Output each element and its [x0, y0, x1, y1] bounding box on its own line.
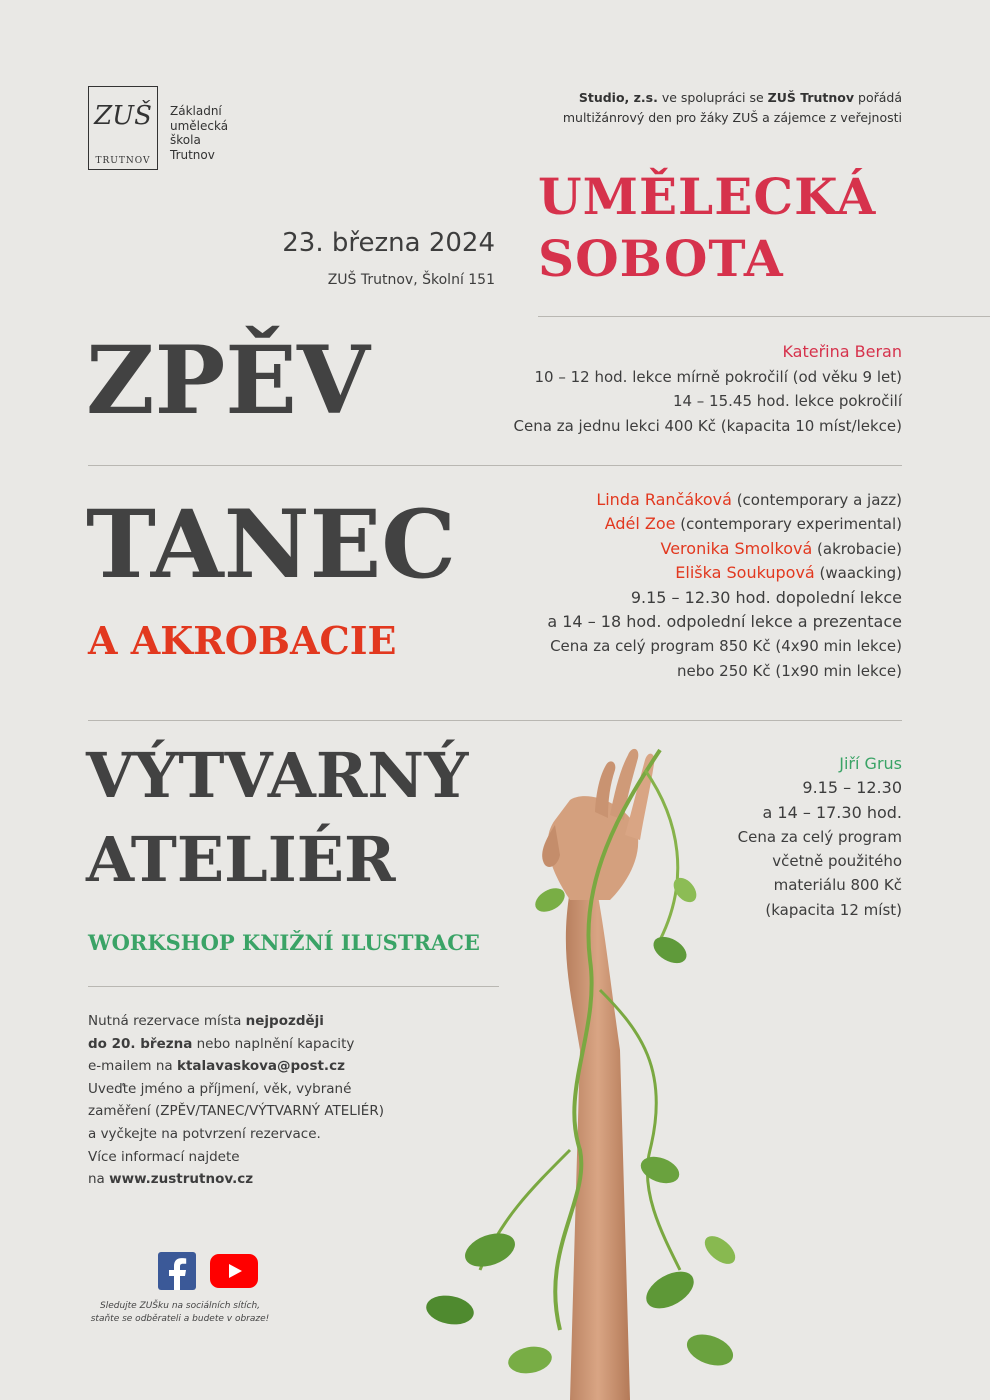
school-name-line: umělecká — [170, 118, 229, 133]
atelier-line: materiálu 800 Kč — [773, 876, 902, 895]
organizer-text-part: pořádá — [854, 90, 902, 105]
teacher-style: (contemporary a jazz) — [731, 491, 902, 509]
hand-with-plant-illustration — [420, 730, 750, 1400]
reservation-line — [88, 1010, 384, 1033]
zpev-line: 10 – 12 hod. lekce mírně pokročilí (od věku 9 let) — [534, 367, 902, 386]
reservation-date: do 20. března — [88, 1035, 193, 1052]
tanec-line: a 14 – 18 hod. odpolední lekce a prezentace — [547, 612, 902, 632]
teacher-style: (contemporary experimental) — [675, 515, 902, 534]
atelier-line: včetně použitého — [772, 852, 902, 871]
zpev-info — [514, 340, 902, 438]
divider — [88, 720, 902, 721]
atelier-info — [738, 752, 902, 922]
social-caption-line: staňte se odběrateli a budete v obraze! — [90, 1314, 270, 1324]
tanec-line: 9.15 – 12.30 hod. dopolední lekce — [630, 587, 902, 607]
atelier-line: a 14 – 17.30 hod. — [762, 802, 902, 822]
tanec-info — [547, 488, 902, 683]
reservation-line — [88, 1055, 384, 1078]
atelier-teacher: Jiří Grus — [839, 754, 902, 773]
tanec-teacher — [547, 512, 902, 536]
event-title-line2: SOBOTA — [538, 229, 784, 288]
social-caption-line: Sledujte ZUŠku na sociálních sítích, — [99, 1301, 261, 1311]
reservation-text: e-mailem na — [88, 1058, 177, 1075]
reservation-text: na — [88, 1171, 110, 1188]
tanec-heading: TANEC — [86, 490, 457, 600]
organizer-text — [563, 88, 902, 128]
reservation-info — [88, 1010, 384, 1191]
atelier-line: Cena za celý program — [737, 827, 902, 846]
reservation-line: Více informací najdete — [88, 1148, 240, 1165]
teacher-name: Linda Rančáková — [596, 490, 732, 509]
event-venue: ZUŠ Trutnov, Školní 151 — [327, 272, 495, 288]
youtube-icon[interactable] — [210, 1254, 258, 1288]
teacher-name: Veronika Smolková — [660, 538, 813, 558]
atelier-subheading: WORKSHOP KNIŽNÍ ILUSTRACE — [88, 930, 480, 955]
teacher-style: (akrobacie) — [812, 539, 902, 558]
tanec-teacher — [547, 537, 902, 561]
tanec-line: Cena za celý program 850 Kč (4x90 min lekce) — [550, 637, 902, 656]
school-name-line: škola — [170, 133, 201, 147]
organizer-line2: multižánrový den pro žáky ZUŠ a zájemce z veřejnosti — [562, 110, 902, 125]
event-title-line1: UMĚLECKÁ — [538, 167, 877, 226]
organizer-text-part: ve spolupráci se — [657, 90, 768, 105]
partner-name: ZUŠ Trutnov — [767, 90, 855, 105]
tanec-teacher — [547, 561, 902, 585]
website-link[interactable]: www.zustrutnov.cz — [109, 1171, 254, 1188]
school-logo — [88, 86, 158, 170]
zpev-line: Cena za jednu lekci 400 Kč (kapacita 10 míst/lekce) — [513, 416, 902, 435]
atelier-line: 9.15 – 12.30 — [802, 778, 902, 798]
reservation-text: nebo naplnění kapacity — [192, 1035, 355, 1052]
event-date: 23. března 2024 — [282, 228, 495, 258]
atelier-heading-line1: VÝTVARNÝ — [86, 739, 469, 812]
zpev-heading: ZPĚV — [86, 326, 370, 436]
tanec-teacher — [547, 488, 902, 512]
school-name-line: Základní — [170, 104, 222, 118]
reservation-line — [88, 1168, 384, 1191]
organizer-name: Studio, z.s. — [578, 90, 658, 105]
tanec-line: nebo 250 Kč (1x90 min lekce) — [676, 661, 902, 680]
tanec-subheading: A AKROBACIE — [88, 618, 397, 663]
zpev-line: 14 – 15.45 hod. lekce pokročilí — [672, 392, 902, 410]
reservation-line: Uveďte jméno a příjmení, věk, vybrané — [88, 1080, 352, 1097]
zpev-teacher: Kateřina Beran — [782, 342, 902, 361]
reservation-line — [88, 1033, 384, 1056]
divider — [538, 316, 990, 317]
reservation-text: Nutná rezervace místa — [88, 1013, 246, 1029]
school-name — [170, 104, 228, 162]
teacher-name: Adél Zoe — [604, 514, 676, 534]
facebook-icon[interactable] — [158, 1252, 196, 1290]
reservation-line: zaměření (ZPĚV/TANEC/VÝTVARNÝ ATELIÉR) — [88, 1103, 384, 1120]
atelier-heading-line2: ATELIÉR — [86, 823, 396, 896]
logo-city-text: TRUTNOV — [95, 156, 151, 166]
divider — [88, 465, 902, 466]
teacher-name: Eliška Soukupová — [675, 563, 815, 583]
teacher-style: (waacking) — [814, 564, 902, 583]
atelier-line: (kapacita 12 míst) — [765, 900, 902, 919]
social-caption — [70, 1300, 290, 1326]
reservation-email-link[interactable]: ktalavaskova@post.cz — [176, 1058, 345, 1075]
reservation-line: a vyčkejte na potvrzení rezervace. — [88, 1125, 321, 1142]
school-name-line: Trutnov — [170, 147, 215, 162]
divider — [88, 986, 499, 987]
reservation-deadline: nejpozději — [245, 1013, 324, 1029]
event-title — [538, 166, 876, 290]
logo-mark-text: ZUŠ — [94, 101, 152, 131]
